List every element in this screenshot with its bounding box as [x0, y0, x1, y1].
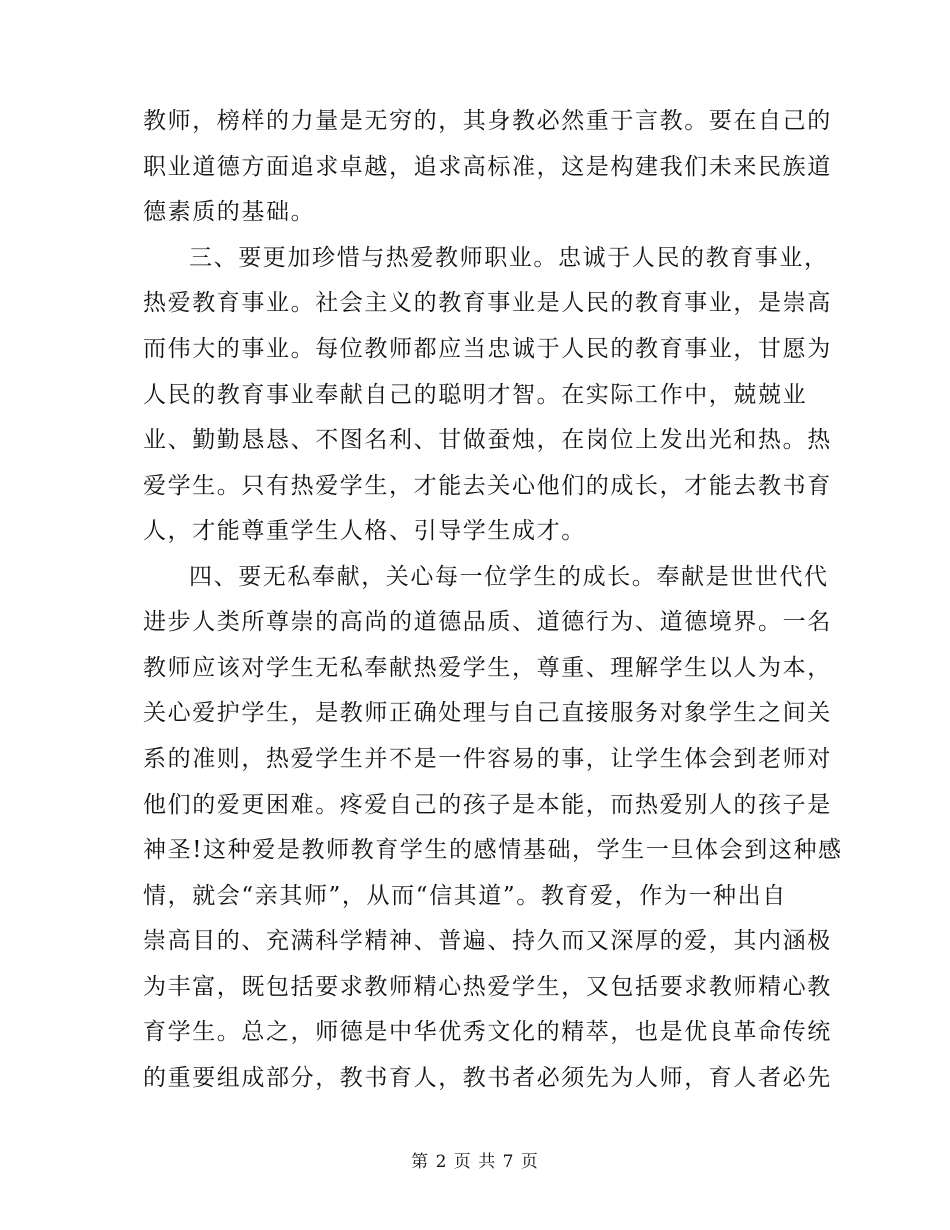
text-line: 教师应该对学生无私奉献热爱学生，尊重、理解学生以人为本，: [143, 655, 832, 681]
text-line: 三、要更加珍惜与热爱教师职业。忠诚于人民的教育事业，: [189, 245, 829, 271]
text-line: 他们的爱更困难。疼爱自己的孩子是本能，而热爱别人的孩子是: [143, 792, 832, 818]
text-line: 热爱教育事业。社会主义的教育事业是人民的教育事业，是崇高: [143, 290, 832, 316]
text-line: 神圣!这种爱是教师教育学生的感情基础，学生一旦体会到这种感: [143, 837, 843, 863]
text-line: 业、勤勤恳恳、不图名利、甘做蚕烛，在岗位上发出光和热。热: [143, 427, 832, 453]
text-line: 四、要无私奉献，关心每一位学生的成长。奉献是世世代代: [189, 564, 829, 590]
text-line: 育学生。总之，师德是中华优秀文化的精萃，也是优良革命传统: [143, 1019, 832, 1045]
text-line: 的重要组成部分，教书育人，教书者必须先为人师，育人者必先: [143, 1065, 832, 1091]
text-line: 教师，榜样的力量是无穷的，其身教必然重于言教。要在自己的: [143, 108, 832, 134]
text-line: 人，才能尊重学生人格、引导学生成才。: [143, 518, 586, 544]
text-line: 崇高目的、充满科学精神、普遍、持久而又深厚的爱，其内涵极: [143, 928, 832, 954]
page-number-footer: 第 2 页 共 7 页: [411, 1152, 539, 1172]
text-line: 为丰富，既包括要求教师精心热爱学生，又包括要求教师精心教: [143, 974, 832, 1000]
text-line: 人民的教育事业奉献自己的聪明才智。在实际工作中，兢兢业: [143, 382, 808, 408]
text-line: 而伟大的事业。每位教师都应当忠诚于人民的教育事业，甘愿为: [143, 336, 832, 362]
text-line: 进步人类所尊崇的高尚的道德品质、道德行为、道德境界。一名: [143, 609, 832, 635]
text-line: 职业道德方面追求卓越，追求高标准，这是构建我们未来民族道: [143, 154, 832, 180]
text-line: 系的准则，热爱学生并不是一件容易的事，让学生体会到老师对: [143, 746, 832, 772]
text-line: 德素质的基础。: [143, 199, 316, 225]
text-line: 爱学生。只有热爱学生，才能去关心他们的成长，才能去教书育: [143, 473, 832, 499]
text-line: 关心爱护学生，是教师正确处理与自己直接服务对象学生之间关: [143, 700, 832, 726]
text-line: 情，就会“亲其师”，从而“信其道”。教育爱，作为一种出自: [143, 883, 787, 909]
